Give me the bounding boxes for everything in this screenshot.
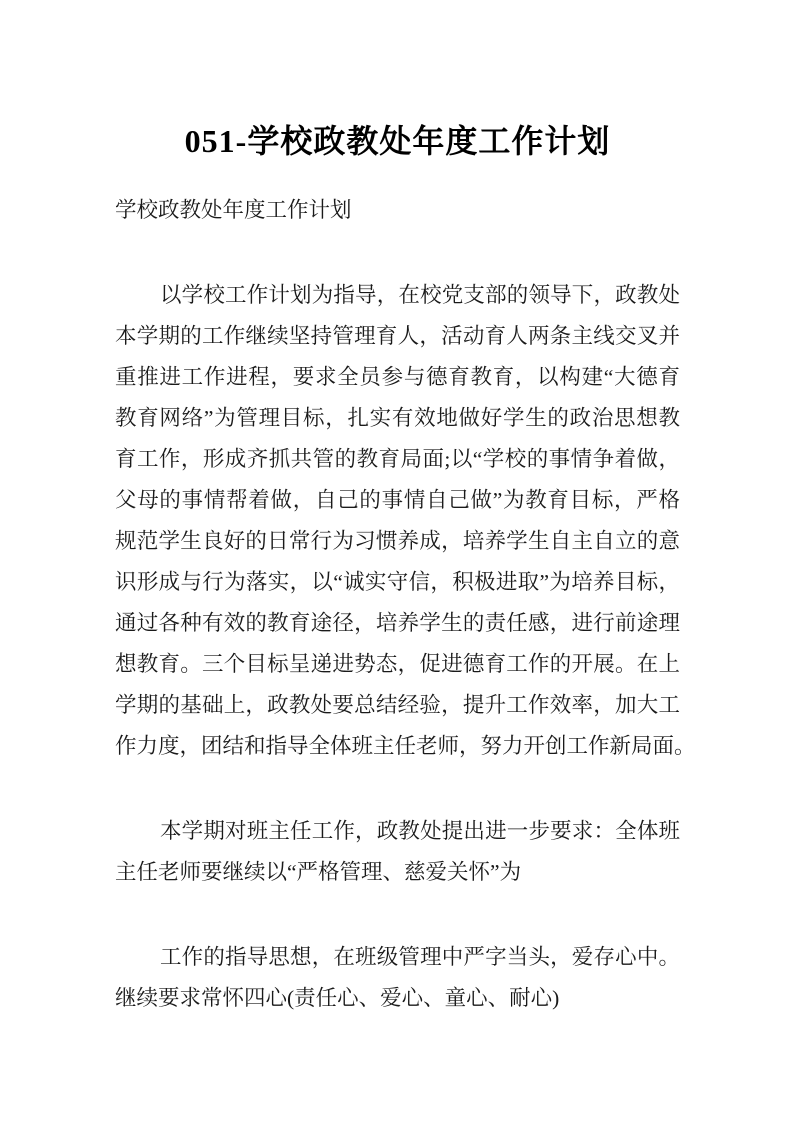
paragraph: [115, 811, 680, 893]
text-line: 通过各种有效的教育途径，培养学生的责任感，进行前途理: [115, 611, 680, 635]
document-subtitle: 学校政教处年度工作计划: [115, 198, 352, 222]
text-line: 主任老师要继续以“严格管理、慈爱关怀”为: [115, 860, 522, 884]
text-line: 继续要求常怀四心(责任心、爱心、童心、耐心): [115, 986, 560, 1010]
text-line: 以学校工作计划为指导，在校党支部的领导下，政教处: [160, 283, 680, 307]
text-line: 育工作，形成齐抓共管的教育局面;以“学校的事情争着做，: [115, 447, 680, 471]
text-line: 作力度，团结和指导全体班主任老师，努力开创工作新局面。: [115, 734, 696, 758]
text-line: 想教育。三个目标呈递进势态，促进德育工作的开展。在上: [115, 652, 680, 676]
text-line: 工作的指导思想，在班级管理中严字当头，爱存心中。: [160, 945, 680, 969]
text-line: 父母的事情帮着做，自己的事情自己做”为教育目标，严格: [115, 488, 680, 512]
text-line: 识形成与行为落实，以“诚实守信，积极进取”为培养目标，: [115, 570, 680, 594]
text-line: 规范学生良好的日常行为习惯养成，培养学生自主自立的意: [115, 529, 680, 553]
text-line: 教育网络”为管理目标，扎实有效地做好学生的政治思想教: [115, 406, 680, 430]
paragraph: [115, 275, 696, 767]
text-line: 学期的基础上，政教处要总结经验，提升工作效率，加大工: [115, 693, 680, 717]
text-line: 本学期对班主任工作，政教处提出进一步要求：全体班: [160, 819, 680, 843]
text-line: 本学期的工作继续坚持管理育人，活动育人两条主线交叉并: [115, 324, 680, 348]
paragraph: [115, 937, 680, 1019]
text-line: 重推进工作进程，要求全员参与德育教育，以构建“大德育: [115, 365, 680, 389]
document-title: 051-学校政教处年度工作计划: [184, 123, 611, 159]
document-body: [115, 275, 696, 1019]
